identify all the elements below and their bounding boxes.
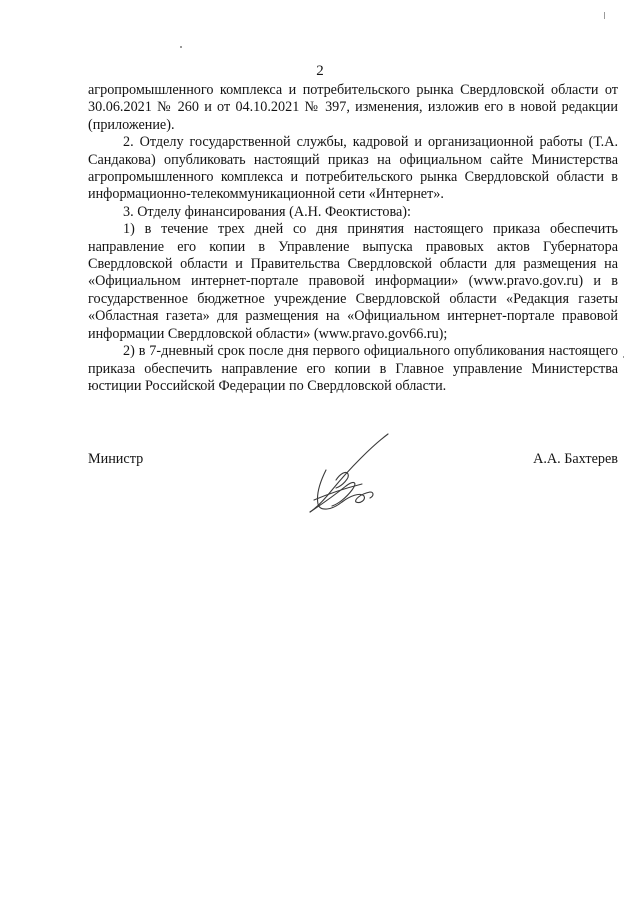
document-body: [88, 82, 618, 395]
paragraph-item-2: 2. Отделу государственной службы, кадровой и организационной работы (Т.А. Сандакова) опубликовать настоящий приказ на официальном сайте Министерства агропромышленного комплекса и потребительского рынка Свердловской области в информационно-телекоммуникационной сети «Интернет».: [88, 134, 618, 203]
page-number: 2: [316, 63, 324, 79]
handwritten-signature: [302, 430, 394, 518]
scan-speck: [180, 46, 182, 48]
paragraph-continuation: агропромышленного комплекса и потребительского рынка Свердловской области от 30.06.2021 № 260 и от 04.10.2021 № 397, изменения, изложив его в новой редакции (приложение).: [88, 82, 618, 133]
paragraph-item-3: 3. Отделу финансирования (А.Н. Феоктистова):: [123, 203, 411, 220]
scan-speck: [623, 356, 624, 358]
signer-title: Министр: [88, 451, 144, 467]
paragraph-subitem-2: 2) в 7-дневный срок после дня первого официального опубликования настоящего приказа обеспечить направление его копии в Главное управление Министерства юстиции Российской Федерации по Свердловской области.: [88, 343, 618, 394]
paragraph-subitem-1: 1) в течение трех дней со дня принятия настоящего приказа обеспечить направление его копии в Управление выпуска правовых актов Губернатора Свердловской области и Правительства Свердловской области для размещения на «Официальном интернет-портале правовой информации» (www.pravo.gov.ru) и в государственное бюджетное учреждение Свердловской области «Редакция газеты «Областная газета» для размещения на «Официальном интернет-портале правовой информации Свердловской области» (www.pravo.gov66.ru);: [88, 221, 618, 342]
signer-name: А.А. Бахтерев: [533, 451, 618, 467]
scan-speck: [604, 12, 605, 19]
